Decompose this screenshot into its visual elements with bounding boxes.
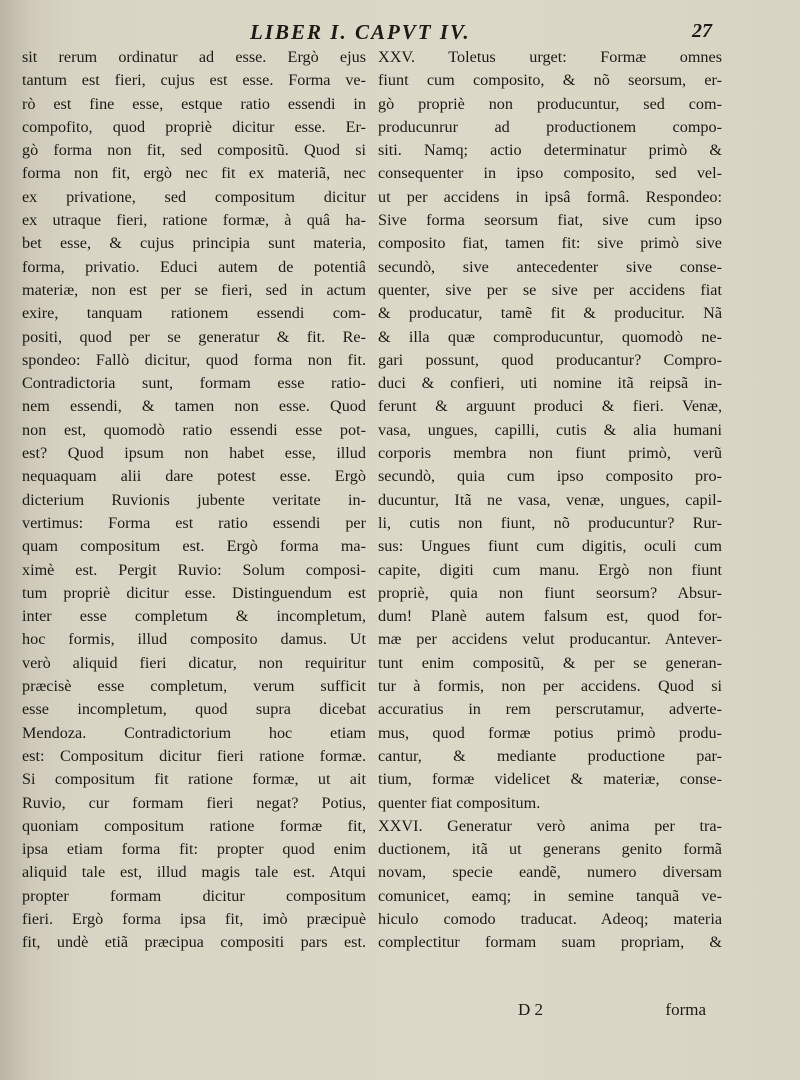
text-line: siti. Namq; actio determinatur primò & (378, 141, 722, 160)
text-line: comunicet, eamq; in semine tanquã ve- (378, 886, 722, 905)
text-line: inter esse completum & incompletum, (22, 607, 366, 626)
text-line: est: Compositum dicitur fieri ratione formæ. (22, 746, 366, 765)
text-line: est? Quod ipsum non habet esse, illud (22, 444, 366, 463)
text-line: positi, quod per se generatur & fit. Re- (22, 327, 366, 346)
text-line: consequenter in ipso composito, sed vel- (378, 164, 722, 183)
text-line: Si compositum fit ratione formæ, ut ait (22, 770, 366, 789)
running-head (0, 18, 800, 48)
text-line: novam, specie eandẽ, numero diversam (378, 863, 722, 882)
text-line: verò aliquid fieri dicatur, non requiritur (22, 653, 366, 672)
text-line: mæ per accidens velut producantur. Antever- (378, 630, 722, 649)
text-line: Mendoza. Contradictorium hoc etiam (22, 723, 366, 742)
text-line: mus, quod formæ potius primò produ- (378, 723, 722, 742)
text-line: non est, quomodò ratio essendi esse pot- (22, 420, 366, 439)
text-line: composito fiat, tamen fit: sive primò sive (378, 234, 722, 253)
text-line: ferunt & arguunt produci & fieri. Venæ, (378, 397, 722, 416)
text-line: ipsa etiam forma fit: propter quod enim (22, 840, 366, 859)
text-line: gò propriè non producuntur, sed com- (378, 94, 722, 113)
text-line: XXVI. Generatur verò anima per tra- (378, 816, 722, 835)
text-line: Ruvio, cur formam fieri negat? Potius, (22, 793, 366, 812)
text-line: dum! Planè autem falsum est, quod for- (378, 607, 722, 626)
text-line: tunt enim compositũ, & per se generan- (378, 653, 722, 672)
text-line: bet esse, & cujus principia sunt materia, (22, 234, 366, 253)
running-title: LIBER I. CAPVT IV. (250, 20, 471, 44)
signature-mark: D 2 (518, 1000, 544, 1019)
text-line: materiæ, non est per se fieri, sed in actum (22, 280, 366, 299)
text-line: sus: Ungues fiunt cum digitis, oculi cum (378, 537, 722, 556)
text-line: producunrur ad productionem compo- (378, 117, 722, 136)
text-line: forma non fit, ergò nec fit ex materiã, nec (22, 164, 366, 183)
text-line: fieri. Ergò forma ipsa fit, imò præcipuè (22, 909, 366, 928)
text-line: compofito, quod propriè dicitur esse. Er- (22, 117, 366, 136)
text-line: sit rerum ordinatur ad esse. Ergò ejus (22, 48, 366, 66)
text-line: exire, tanquam rationem essendi com- (22, 304, 366, 323)
text-line: complectitur formam suam propriam, & (378, 933, 722, 952)
text-line: fit, undè etiã præcipua compositi pars est. (22, 933, 366, 952)
page-footer (378, 1000, 722, 1024)
text-line: li, cutis non fiunt, nõ producuntur? Rur- (378, 513, 722, 532)
text-line: quam compositum est. Ergò forma ma- (22, 537, 366, 556)
text-line: & producatur, tamẽ fit & producitur. Nã (378, 304, 722, 323)
text-line: nem essendi, & tamen non esse. Quod (22, 397, 366, 416)
text-line: quenter, sive per se sive per accidens fiat (378, 280, 722, 299)
text-line: propriè, quia non fiunt seorsum? Absur- (378, 583, 722, 602)
text-line: præcisè esse completum, verum sufficit (22, 677, 366, 696)
text-line: ducuntur, Itã ne vasa, venæ, ungues, capil- (378, 490, 722, 509)
right-column (378, 46, 722, 955)
text-line: quoniam compositum ratione formæ fit, (22, 816, 366, 835)
catchword: forma (665, 1000, 706, 1019)
text-line: aliquid tale est, illud magis tale est. Atqui (22, 863, 366, 882)
text-line: tur à formis, non per accidens. Quod si (378, 677, 722, 696)
text-line: hiculo comodo traducat. Adeoq; materia (378, 909, 722, 928)
text-line: XXV. Toletus urget: Formæ omnes (378, 48, 722, 66)
page-number: 27 (692, 20, 712, 42)
text-line: capite, digiti cum manu. Ergò non fiunt (378, 560, 722, 579)
text-line: vasa, ungues, capilli, cutis & alia humani (378, 420, 722, 439)
text-line: vertimus: Forma est ratio essendi per (22, 513, 366, 532)
text-line: Sive forma seorsum fiat, sive cum ipso (378, 211, 722, 230)
text-line: cantur, & mediante productione par- (378, 746, 722, 765)
text-line: esse incompletum, quod supra dicebat (22, 700, 366, 719)
text-line: duci & confieri, uti nomine itã reipsã in- (378, 374, 722, 393)
text-line: ximè est. Pergit Ruvio: Solum composi- (22, 560, 366, 579)
text-line: ex utraque fieri, ratione formæ, à quâ ha- (22, 211, 366, 230)
text-line: Contradictoria sunt, formam esse ratio- (22, 374, 366, 393)
text-line: hoc formis, illud composito damus. Ut (22, 630, 366, 649)
text-line: corporis membra non fiunt primò, verũ (378, 444, 722, 463)
left-column (22, 46, 366, 955)
text-line: secundò, quia cum ipso composito pro- (378, 467, 722, 486)
text-line: ductionem, itã ut generans genito formã (378, 840, 722, 859)
text-line: tum propriè dicitur esse. Distinguendum est (22, 583, 366, 602)
text-line: spondeo: Fallò dicitur, quod forma non fit. (22, 350, 366, 369)
text-line: fiunt cum composito, & nõ seorsum, er- (378, 71, 722, 90)
text-line: & illa quæ comproducuntur, quomodò ne- (378, 327, 722, 346)
text-line: tium, formæ videlicet & materiæ, conse- (378, 770, 722, 789)
text-line: secundò, sive antecedenter sive conse- (378, 257, 722, 276)
text-line: accuratius in rem perscrutamur, adverte- (378, 700, 722, 719)
text-line: quenter fiat compositum. (378, 793, 541, 812)
text-line: propter formam dicitur compositum (22, 886, 366, 905)
text-line: dicterium Ruvionis jubente veritate in- (22, 490, 366, 509)
text-line: ut per accidens in ipsâ formâ. Respondeo: (378, 187, 722, 206)
text-line: nequaquam alii dare potest esse. Ergò (22, 467, 366, 486)
text-line: tantum est fieri, cujus est esse. Forma ve- (22, 71, 366, 90)
text-line: forma, privatio. Educi autem de potentiâ (22, 257, 366, 276)
text-line: gò forma non fit, sed compositũ. Quod si (22, 141, 366, 160)
text-line: rò est fine esse, estque ratio essendi in (22, 94, 366, 113)
text-line: gari possunt, quod producantur? Compro- (378, 350, 722, 369)
text-line: ex privatione, sed compositum dicitur (22, 187, 366, 206)
